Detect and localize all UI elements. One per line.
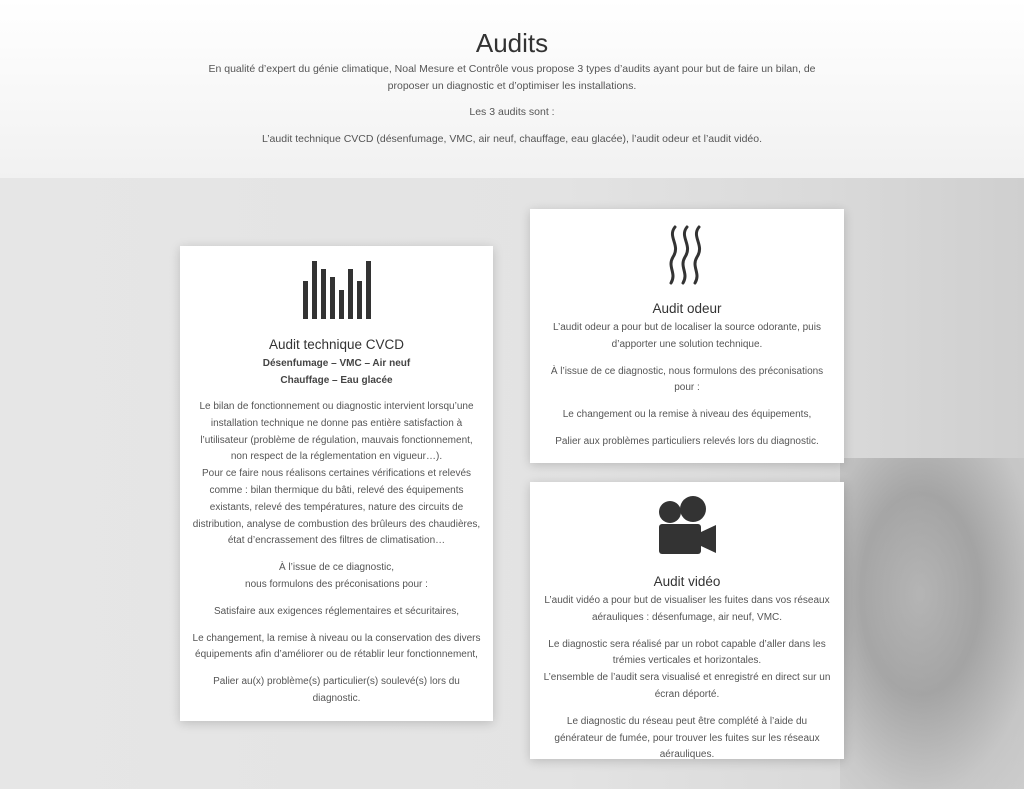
card-title: Audit odeur xyxy=(652,301,722,316)
card-title: Audit technique CVCD xyxy=(268,337,405,352)
card-line: nous formulons des préconisations pour : xyxy=(245,578,428,590)
intro-section xyxy=(0,0,1024,178)
card-audit-odeur xyxy=(530,209,844,463)
background-machine-image xyxy=(840,458,1024,789)
card-audit-video xyxy=(530,482,844,759)
card-paragraph: À l’issue de ce diagnostic, nous formulons des préconisations pour : xyxy=(550,365,824,394)
card-audit-cvcd xyxy=(180,246,493,721)
audit-count-text: Les 3 audits sont : xyxy=(469,106,555,118)
card-paragraph: Palier au(x) problème(s) particulier(s) soulevé(s) lors du diagnostic. xyxy=(213,676,460,704)
card-line: L’ensemble de l’audit sera visualisé et enregistré en direct sur un écran déporté. xyxy=(543,672,831,700)
card-paragraph: Le changement ou la remise à niveau des équipements, xyxy=(562,409,812,421)
bar-chart-icon xyxy=(192,259,481,319)
card-line: Le diagnostic sera réalisé par un robot capable d’aller dans les trémies verticales et horizontales. xyxy=(548,638,826,667)
card-paragraph: Satisfaire aux exigences réglementaires et sécuritaires, xyxy=(213,605,460,617)
card-paragraph: L’audit odeur a pour but de localiser la source odorante, puis d’apporter une solution technique. xyxy=(553,322,821,350)
card-paragraph: Le diagnostic du réseau peut être complété à l’aide du générateur de fumée, pour trouver les fuites sur les réseaux aérauliques. xyxy=(554,715,820,761)
card-paragraph: Le bilan de fonctionnement ou diagnostic intervient lorsqu’une installation technique ne donne pas entière satisfaction à l’utilisateur (problème de régulation, mauvais fonctionnement, non respect de la réglementation en vigueur…). xyxy=(199,401,474,463)
odor-waves-icon xyxy=(542,225,832,285)
video-camera-icon xyxy=(542,496,832,556)
audit-list-text: L’audit technique CVCD (désenfumage, VMC, air neuf, chauffage, eau glacée), l’audit odeur et l’audit vidéo. xyxy=(261,133,763,145)
card-subtitle: Chauffage – Eau glacée xyxy=(280,374,393,386)
card-paragraph xyxy=(192,560,481,594)
cards-section xyxy=(0,178,1024,789)
card-line: À l’issue de ce diagnostic, xyxy=(278,562,395,574)
card-title: Audit vidéo xyxy=(653,574,721,589)
page-title: Audits xyxy=(475,28,549,58)
card-paragraph xyxy=(542,637,832,704)
card-subtitle: Désenfumage – VMC – Air neuf xyxy=(262,358,411,369)
card-paragraph: Palier aux problèmes particuliers relevés lors du diagnostic. xyxy=(555,435,819,447)
intro-text: En qualité d’expert du génie climatique, Noal Mesure et Contrôle vous propose 3 types d’audits ayant pour but de faire un bilan, de proposer un diagnostic et d’optimiser les installations. xyxy=(208,63,816,92)
card-paragraph: L’audit vidéo a pour but de visualiser les fuites dans vos réseaux aérauliques : désenfumage, air neuf, VMC. xyxy=(544,595,830,623)
card-paragraph: Pour ce faire nous réalisons certaines vérifications et relevés comme : bilan thermique du bâti, relevé des équipements existants, relevé des températures, nature des circuits de distribution, analyse de combustion des brûleurs des chaudières, état d’encrassement des filtres de climatisation… xyxy=(192,468,481,547)
card-paragraph: Le changement, la remise à niveau ou la conservation des divers équipements afin d’améliorer ou de rétablir leur fonctionnement, xyxy=(192,632,481,661)
